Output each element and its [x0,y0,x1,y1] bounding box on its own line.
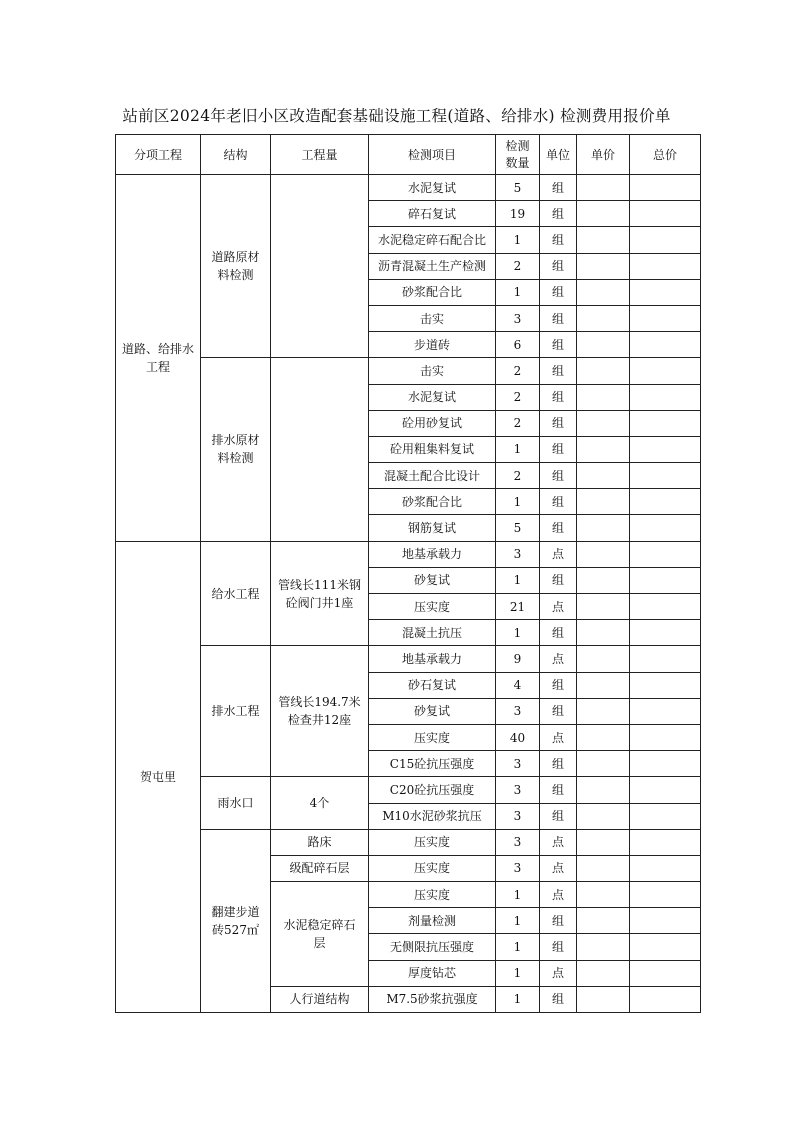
header-cell: 结构 [201,135,271,175]
count-cell: 1 [496,620,540,646]
price-cell [577,463,630,489]
total-cell [630,882,701,908]
price-cell [577,882,630,908]
price-cell [577,829,630,855]
count-cell: 2 [496,358,540,384]
header-cell: 工程量 [271,135,369,175]
count-cell: 1 [496,882,540,908]
section-name: 道路、给排水工程 [116,175,201,542]
header-cell: 单价 [577,135,630,175]
unit-cell: 组 [540,777,577,803]
price-cell [577,698,630,724]
price-cell [577,253,630,279]
count-cell: 1 [496,986,540,1012]
total-cell [630,594,701,620]
unit-cell: 组 [540,436,577,462]
header-cell: 分项工程 [116,135,201,175]
price-cell [577,279,630,305]
item-cell: 砂浆配合比 [369,489,496,515]
item-cell: 厚度钻芯 [369,960,496,986]
price-cell [577,567,630,593]
item-cell: C20砼抗压强度 [369,777,496,803]
quantity-cell: 水泥稳定碎石层 [271,882,369,987]
total-cell [630,515,701,541]
count-cell: 1 [496,567,540,593]
count-cell: 1 [496,436,540,462]
count-cell: 1 [496,227,540,253]
item-cell: 无侧限抗压强度 [369,934,496,960]
item-cell: 压实度 [369,724,496,750]
item-cell: 碎石复试 [369,201,496,227]
item-cell: 步道砖 [369,332,496,358]
count-cell: 1 [496,960,540,986]
table-row [116,829,701,855]
table-row [116,646,701,672]
total-cell [630,436,701,462]
count-cell: 3 [496,541,540,567]
count-cell: 1 [496,489,540,515]
unit-cell: 组 [540,672,577,698]
unit-cell: 点 [540,882,577,908]
total-cell [630,489,701,515]
unit-cell: 点 [540,960,577,986]
unit-cell: 组 [540,201,577,227]
unit-cell: 组 [540,489,577,515]
count-cell: 3 [496,803,540,829]
total-cell [630,960,701,986]
total-cell [630,698,701,724]
item-cell: 砂浆配合比 [369,279,496,305]
unit-cell: 组 [540,986,577,1012]
quotation-table [115,134,701,1013]
total-cell [630,175,701,201]
price-cell [577,855,630,881]
item-cell: 地基承载力 [369,646,496,672]
header-cell: 总价 [630,135,701,175]
count-cell: 2 [496,384,540,410]
unit-cell: 组 [540,175,577,201]
price-cell [577,332,630,358]
item-cell: 水泥复试 [369,175,496,201]
count-cell: 4 [496,672,540,698]
item-cell: 地基承载力 [369,541,496,567]
total-cell [630,751,701,777]
item-cell: 砂复试 [369,567,496,593]
item-cell: 压实度 [369,829,496,855]
structure-cell: 雨水口 [201,777,271,829]
total-cell [630,384,701,410]
price-cell [577,201,630,227]
header-row [116,135,701,175]
price-cell [577,960,630,986]
price-cell [577,436,630,462]
total-cell [630,855,701,881]
unit-cell: 组 [540,384,577,410]
total-cell [630,620,701,646]
section-name: 贺屯里 [116,541,201,1012]
item-cell: 混凝土抗压 [369,620,496,646]
price-cell [577,305,630,331]
count-cell: 3 [496,777,540,803]
item-cell: 混凝土配合比设计 [369,463,496,489]
unit-cell: 点 [540,541,577,567]
quantity-cell: 管线长111米钢砼阀门井1座 [271,541,369,646]
count-cell: 2 [496,463,540,489]
total-cell [630,829,701,855]
structure-cell: 道路原材料检测 [201,175,271,358]
item-cell: 击实 [369,358,496,384]
total-cell [630,305,701,331]
item-cell: 压实度 [369,882,496,908]
total-cell [630,908,701,934]
count-cell: 5 [496,175,540,201]
price-cell [577,803,630,829]
item-cell: 水泥稳定碎石配合比 [369,227,496,253]
unit-cell: 点 [540,594,577,620]
count-cell: 19 [496,201,540,227]
item-cell: M10水泥砂浆抗压 [369,803,496,829]
count-cell: 2 [496,410,540,436]
total-cell [630,724,701,750]
total-cell [630,358,701,384]
count-cell: 5 [496,515,540,541]
structure-cell: 排水原材料检测 [201,358,271,541]
unit-cell: 点 [540,646,577,672]
item-cell: 水泥复试 [369,384,496,410]
price-cell [577,620,630,646]
count-cell: 21 [496,594,540,620]
unit-cell: 组 [540,567,577,593]
unit-cell: 组 [540,751,577,777]
quantity-cell [271,175,369,358]
header-cell: 检测项目 [369,135,496,175]
document-title: 站前区2024年老旧小区改造配套基础设施工程(道路、给排水) 检测费用报价单 [122,107,671,125]
price-cell [577,410,630,436]
price-cell [577,515,630,541]
unit-cell: 组 [540,803,577,829]
count-cell: 1 [496,279,540,305]
total-cell [630,253,701,279]
quantity-cell: 4个 [271,777,369,829]
item-cell: 剂量检测 [369,908,496,934]
price-cell [577,751,630,777]
unit-cell: 组 [540,358,577,384]
total-cell [630,463,701,489]
quantity-cell: 人行道结构 [271,986,369,1012]
total-cell [630,201,701,227]
price-cell [577,777,630,803]
unit-cell: 组 [540,463,577,489]
quantity-cell: 级配碎石层 [271,855,369,881]
item-cell: 沥青混凝土生产检测 [369,253,496,279]
count-cell: 3 [496,855,540,881]
unit-cell: 组 [540,515,577,541]
price-cell [577,934,630,960]
count-cell: 9 [496,646,540,672]
total-cell [630,672,701,698]
item-cell: M7.5砂浆抗强度 [369,986,496,1012]
table-row [116,358,701,384]
unit-cell: 组 [540,253,577,279]
total-cell [630,227,701,253]
item-cell: 压实度 [369,594,496,620]
count-cell: 6 [496,332,540,358]
price-cell [577,541,630,567]
total-cell [630,934,701,960]
unit-cell: 组 [540,279,577,305]
table-row [116,541,701,567]
count-cell: 3 [496,751,540,777]
unit-cell: 组 [540,620,577,646]
unit-cell: 组 [540,332,577,358]
price-cell [577,175,630,201]
price-cell [577,672,630,698]
unit-cell: 组 [540,934,577,960]
item-cell: 击实 [369,305,496,331]
price-cell [577,358,630,384]
header-cell: 单位 [540,135,577,175]
total-cell [630,410,701,436]
item-cell: 压实度 [369,855,496,881]
table-row [116,175,701,201]
table-row [116,777,701,803]
unit-cell: 点 [540,855,577,881]
unit-cell: 点 [540,724,577,750]
unit-cell: 组 [540,908,577,934]
item-cell: C15砼抗压强度 [369,751,496,777]
item-cell: 砂复试 [369,698,496,724]
unit-cell: 点 [540,829,577,855]
count-cell: 3 [496,698,540,724]
total-cell [630,986,701,1012]
price-cell [577,724,630,750]
structure-cell: 给水工程 [201,541,271,646]
count-cell: 1 [496,934,540,960]
count-cell: 40 [496,724,540,750]
unit-cell: 组 [540,410,577,436]
structure-cell: 排水工程 [201,646,271,777]
item-cell: 钢筋复试 [369,515,496,541]
total-cell [630,567,701,593]
total-cell [630,646,701,672]
quantity-cell: 路床 [271,829,369,855]
price-cell [577,594,630,620]
total-cell [630,279,701,305]
count-cell: 3 [496,829,540,855]
total-cell [630,803,701,829]
price-cell [577,646,630,672]
count-cell: 3 [496,305,540,331]
price-cell [577,489,630,515]
unit-cell: 组 [540,227,577,253]
total-cell [630,541,701,567]
price-cell [577,908,630,934]
price-cell [577,986,630,1012]
structure-cell: 翻建步道砖527㎡ [201,829,271,1012]
quantity-cell [271,358,369,541]
unit-cell: 组 [540,305,577,331]
unit-cell: 组 [540,698,577,724]
price-cell [577,227,630,253]
item-cell: 砼用粗集料复试 [369,436,496,462]
header-cell: 检测数量 [496,135,540,175]
count-cell: 1 [496,908,540,934]
item-cell: 砼用砂复试 [369,410,496,436]
total-cell [630,777,701,803]
quantity-cell: 管线长194.7米检查井12座 [271,646,369,777]
count-cell: 2 [496,253,540,279]
item-cell: 砂石复试 [369,672,496,698]
price-cell [577,384,630,410]
total-cell [630,332,701,358]
